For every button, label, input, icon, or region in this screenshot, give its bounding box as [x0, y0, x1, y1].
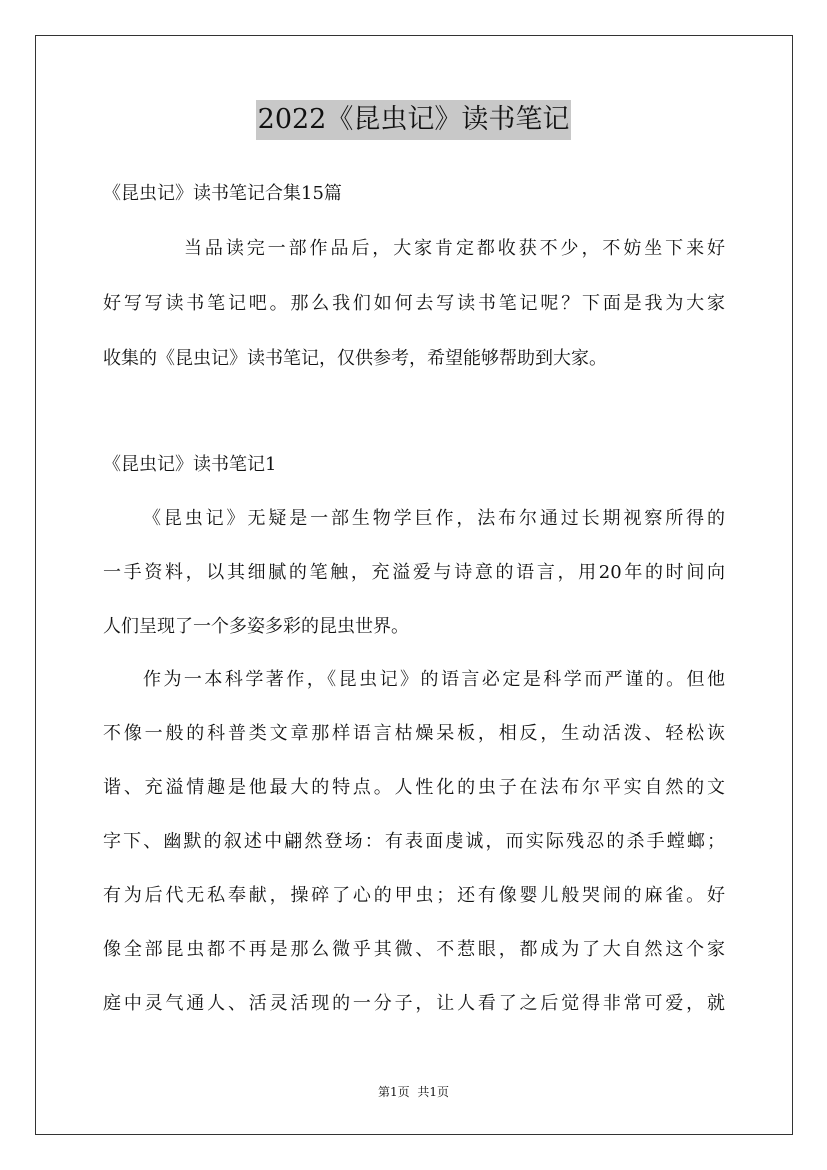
- intro-line: 好写写读书笔记吧。那么我们如何去写读书笔记呢？下面是我为大家: [103, 293, 725, 314]
- paragraph-line: 有为后代无私奉献，操碎了心的甲虫；还有像婴儿般哭闹的麻雀。好: [103, 885, 725, 906]
- intro-line: 当品读完一部作品后，大家肯定都收获不少，不妨坐下来好: [184, 238, 725, 259]
- paragraph-line: 像全部昆虫都不再是那么微乎其微、不惹眼，都成为了大自然这个家: [103, 939, 725, 960]
- paragraph-line: 《昆虫记》无疑是一部生物学巨作，法布尔通过长期视察所得的: [143, 508, 725, 529]
- paragraph-line: 谐、充溢情趣是他最大的特点。人性化的虫子在法布尔平实自然的文: [103, 777, 725, 798]
- paragraph-line: 不像一般的科普类文章那样语言枯燥呆板，相反，生动活泼、轻松诙: [103, 723, 725, 744]
- page-number-current: 第1页: [377, 1085, 410, 1099]
- section-heading: 《昆虫记》读书笔记1: [103, 454, 277, 475]
- paragraph-line: 作为一本科学著作，《昆虫记》的语言必定是科学而严谨的。但他: [143, 669, 725, 690]
- paragraph-line: 庭中灵气通人、活灵活现的一分子，让人看了之后觉得非常可爱，就: [103, 993, 725, 1014]
- page-footer: [0, 1084, 827, 1100]
- paragraph-line: 字下、幽默的叙述中翩然登场：有表面虔诚，而实际残忍的杀手螳螂；: [103, 831, 725, 852]
- document-title: 2022《昆虫记》读书笔记: [256, 100, 572, 140]
- document-subtitle: 《昆虫记》读书笔记合集15篇: [103, 183, 342, 204]
- page-number-total: 共1页: [417, 1085, 450, 1099]
- paragraph-line: 人们呈现了一个多姿多彩的昆虫世界。: [103, 616, 409, 637]
- title-container: [0, 100, 827, 140]
- paragraph-line: 一手资料，以其细腻的笔触，充溢爱与诗意的语言，用20年的时间向: [103, 562, 725, 583]
- intro-line: 收集的《昆虫记》读书笔记，仅供参考，希望能够帮助到大家。: [103, 348, 607, 369]
